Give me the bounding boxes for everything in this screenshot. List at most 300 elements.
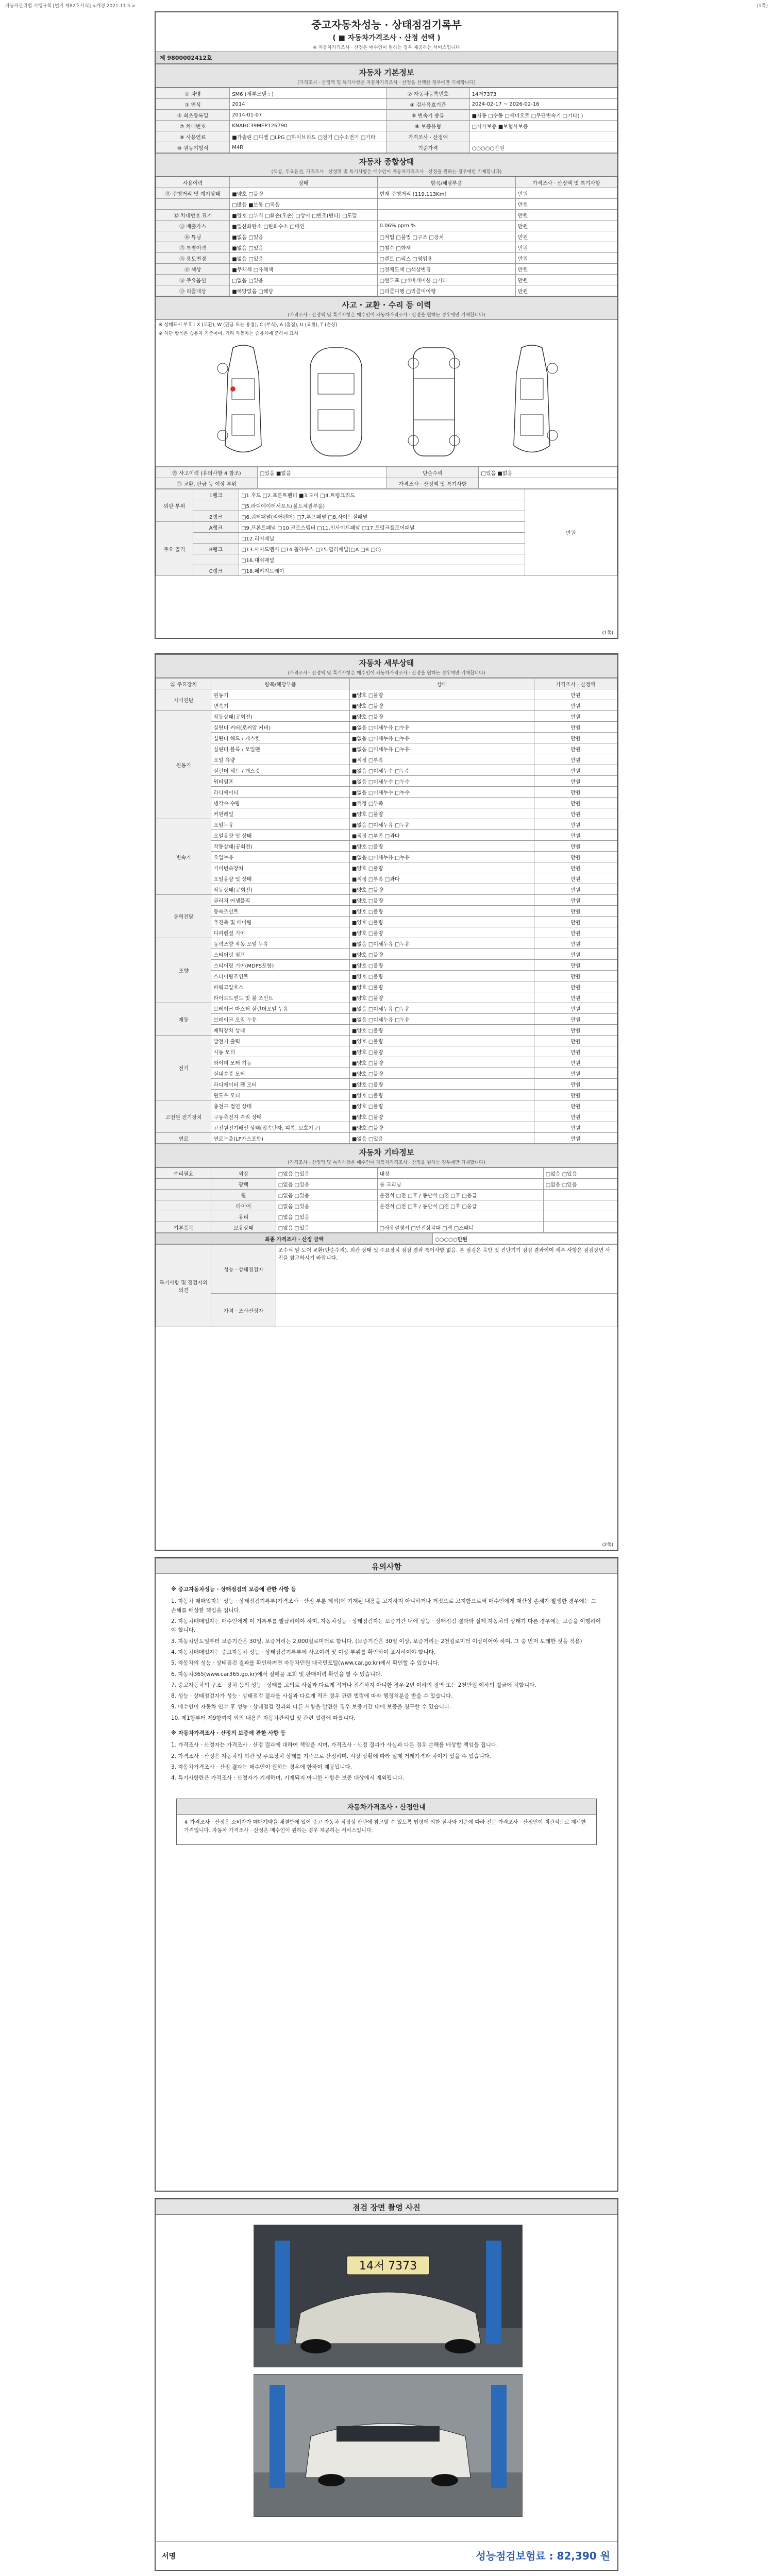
table-row	[156, 830, 617, 841]
table-header-row	[156, 679, 617, 689]
car-diagram-area	[156, 337, 617, 467]
summary-section-header	[156, 153, 617, 177]
device-group-label: 조향	[156, 938, 211, 1003]
table-row	[156, 798, 617, 808]
section-subtitle: (가격조사 · 산정액 및 특기사항은 매수인이 자동차가격조사 · 산정을 원하는 경우에만 기재합니다)	[288, 313, 485, 318]
part-label: 변속기	[211, 700, 350, 711]
item-state: ■없음 □있음	[230, 253, 377, 264]
car-top-view-diagram	[295, 343, 377, 461]
item-price: 만원	[516, 199, 617, 210]
form-header-bar	[5, 2, 768, 9]
rank-label: C랭크	[193, 565, 239, 576]
part-price: 만원	[534, 981, 617, 992]
part-label: 기어변속장치	[211, 862, 350, 873]
table-row	[156, 1014, 617, 1025]
value: ○○○○○만원	[469, 142, 617, 153]
item-state: ■해당없음 □해당	[230, 285, 377, 296]
group-label	[156, 1200, 211, 1211]
part-state: ■없음 □미세누유 □누유	[349, 819, 534, 830]
part-label: 냉각수 수량	[211, 798, 350, 808]
detail-table	[156, 678, 617, 1144]
item-price: 만원	[516, 285, 617, 296]
signature-label: 서명	[162, 2552, 176, 2561]
page-footer: (2쪽)	[602, 1543, 613, 1548]
part-state: ■양호 □불량	[349, 981, 534, 992]
item-label: 가격조사 · 산정액 및 특기사항	[386, 478, 479, 489]
photo-section-header	[156, 2199, 617, 2215]
value: KNAHC39MEP126790	[230, 121, 386, 131]
table-row	[156, 1100, 617, 1111]
part-label: 작동상태(공회전)	[211, 711, 350, 722]
item-detail: 룸 크리닝	[377, 1179, 543, 1190]
item-price: 만원	[516, 275, 617, 285]
part-state: ■없음 □미세누수 □누수	[349, 776, 534, 787]
table-row	[156, 1122, 617, 1133]
item-state: □없음 □있음	[543, 1168, 617, 1179]
part-state: ■양호 □불량	[349, 841, 534, 852]
final-price-table	[156, 1233, 617, 1244]
part-price: 만원	[534, 808, 617, 819]
summary-table	[156, 177, 617, 296]
inspection-photo-front	[254, 2225, 523, 2367]
column-header: 항목/해당부품	[377, 177, 516, 188]
item-detail: 현재 주행거리 [119,113Km]	[377, 188, 516, 199]
item-detail: □전체도색 □색상변경	[377, 264, 516, 275]
value: 2024-02-17 ~ 2026-02-16	[469, 99, 617, 110]
table-row	[156, 264, 617, 275]
damage-price: 만원	[525, 489, 617, 576]
part-price: 만원	[534, 884, 617, 895]
part-state: ■적정 □부족	[349, 754, 534, 765]
part-label: 오일유량 및 상태	[211, 830, 350, 841]
table-row	[156, 819, 617, 830]
part-state: ■양호 □불량	[349, 1057, 534, 1068]
label: ⑧ 보증유형	[386, 121, 469, 131]
part-label: 스티어링 기어(MDPS포함)	[211, 960, 350, 971]
table-row	[156, 700, 617, 711]
part-state: ■없음 □미세누유 □누유	[349, 1003, 534, 1014]
part-price: 만원	[534, 733, 617, 743]
page-1	[155, 11, 618, 639]
item-label: 단순수리	[386, 467, 479, 478]
column-header: 가격조사 · 산정액	[534, 679, 617, 689]
rank-parts: □12.리어패널	[239, 533, 525, 544]
part-label: 디퍼렌셜 기어	[211, 927, 350, 938]
table-row	[156, 121, 617, 131]
part-price: 만원	[534, 798, 617, 808]
inspection-photo-side	[254, 2374, 523, 2517]
group-label: 주요 골격	[156, 522, 193, 576]
part-price: 만원	[534, 1133, 617, 1144]
table-row	[156, 862, 617, 873]
table-row	[156, 88, 617, 99]
part-state: ■양호 □불량	[349, 1046, 534, 1057]
item-price: 만원	[516, 231, 617, 242]
part-price: 만원	[534, 819, 617, 830]
part-price: 만원	[534, 960, 617, 971]
opinion-label: 특기사항 및 점검자의 의견	[156, 1245, 211, 1327]
item-detail: □적법 □불법 □구조 □장치	[377, 231, 516, 242]
value: 2014	[230, 99, 386, 110]
table-row	[156, 711, 617, 722]
etc-table	[156, 1167, 617, 1233]
part-label: 워터펌프	[211, 776, 350, 787]
table-row	[156, 1168, 617, 1179]
part-price: 만원	[534, 754, 617, 765]
part-label: 실내송풍 모터	[211, 1068, 350, 1079]
part-state: ■양호 □불량	[349, 917, 534, 927]
form-legal-reference: 자동차관리법 시행규칙 [별지 제82호서식] <개정 2021.11.5.>	[5, 4, 136, 9]
part-state: ■양호 □불량	[349, 992, 534, 1003]
part-price: 만원	[534, 841, 617, 852]
item-state: □없음 □있음	[276, 1211, 377, 1222]
part-label: 동력조향 작동 오일 누유	[211, 938, 350, 949]
value: ■가솔린 □디젤 □LPG □하이브리드 □전기 □수소전기 □기타	[230, 131, 386, 142]
table-row	[156, 467, 617, 478]
notice-item: 8. 성능 · 상태점검자가 성능 · 상태점검 결과를 사실과 다르게 적은 경우 관련 법령에 따라 행정처분을 받을 수 있습니다.	[171, 1693, 453, 1700]
notice-heading: ※ 자동차가격조사 · 산정의 보증에 관한 사항 등	[171, 1730, 286, 1737]
table-row	[156, 873, 617, 884]
item-state: □없음 □있음	[230, 275, 377, 285]
device-group-label: 연료	[156, 1133, 211, 1144]
part-label: 실린더 헤드 / 개스킷	[211, 765, 350, 776]
table-row	[156, 1046, 617, 1057]
part-state: ■양호 □불량	[349, 711, 534, 722]
item-label	[156, 199, 230, 210]
section-title: 자동차 종합상태	[359, 157, 414, 166]
part-state: ■양호 □불량	[349, 960, 534, 971]
table-row	[156, 188, 617, 199]
part-label: 브레이크 마스터 실린더오일 누유	[211, 1003, 350, 1014]
item-price: 만원	[516, 242, 617, 253]
part-price: 만원	[534, 873, 617, 884]
column-header: 상태	[230, 177, 377, 188]
table-row	[156, 221, 617, 231]
item-state	[543, 1200, 617, 1211]
item-detail: 운전석 □전 □후 / 동반석 □전 □후 □응급	[377, 1190, 543, 1200]
signature-area	[156, 2541, 617, 2570]
car-frame-diagram	[393, 343, 475, 461]
item-state: ■일산화탄소 □탄화수소 □매연	[230, 221, 377, 231]
table-row	[156, 733, 617, 743]
table-row	[156, 971, 617, 981]
rank-parts: □6.쿼터패널(리어펜더) □7.루프패널 □8.사이드실패널	[239, 511, 525, 522]
rank-label	[193, 533, 239, 544]
table-row	[156, 199, 617, 210]
item-label: 유리	[211, 1211, 276, 1222]
part-state: ■없음 □미세누유 □누유	[349, 722, 534, 733]
part-label: 오일누유	[211, 819, 350, 830]
item-label: ⑭ 튜닝	[156, 231, 230, 242]
part-state: ■양호 □불량	[349, 1090, 534, 1100]
item-state: ■없음 □있음	[230, 242, 377, 253]
part-price: 만원	[534, 743, 617, 754]
part-price: 만원	[534, 906, 617, 917]
part-state: ■양호 □불량	[349, 808, 534, 819]
part-state: ■양호 □불량	[349, 1111, 534, 1122]
part-state: ■적정 □부족 □과다	[349, 830, 534, 841]
item-state	[257, 478, 386, 489]
label: 기준가격	[386, 142, 469, 153]
table-row	[156, 960, 617, 971]
table-row	[156, 1200, 617, 1211]
table-row	[156, 1190, 617, 1200]
item-label: ⑬ 배출가스	[156, 221, 230, 231]
table-row	[156, 992, 617, 1003]
part-label: 충전구 절연 상태	[211, 1100, 350, 1111]
table-row	[156, 142, 617, 153]
item-detail: 0.06% ppm %	[377, 221, 516, 231]
rank-label: B랭크	[193, 544, 239, 554]
label: ⑥ 변속기 종류	[386, 110, 469, 121]
table-row	[156, 1090, 617, 1100]
table-row	[156, 1036, 617, 1046]
page-number: (1쪽)	[757, 4, 768, 9]
part-label: 연료누출(LP가스포함)	[211, 1133, 350, 1144]
table-row	[156, 949, 617, 960]
device-group-label: 고전원 전기장치	[156, 1100, 211, 1133]
item-label: ⑱ 주요옵션	[156, 275, 230, 285]
item-state: ■양호 □불량	[230, 188, 377, 199]
notice-item: 5. 자동차의 성능 · 상태점검 결과를 확인하려면 자동차민원 대국민포털(www.car.go.kr)에서 확인할 수 있습니다.	[171, 1660, 440, 1667]
document-note: ※ 자동차가격조사 · 산정은 매수인이 원하는 경우 제공하는 서비스입니다	[313, 45, 460, 50]
part-price: 만원	[534, 1100, 617, 1111]
item-detail: □리콜이행 □리콜미이행	[377, 285, 516, 296]
rank-label: 1랭크	[193, 489, 239, 500]
table-row	[156, 1133, 617, 1144]
part-price: 만원	[534, 1003, 617, 1014]
part-label: 실린더 헤드 / 개스킷	[211, 733, 350, 743]
device-group-label: 원동기	[156, 711, 211, 819]
accident-table	[156, 467, 617, 489]
group-label	[156, 1211, 211, 1222]
item-detail: □렌트 □리스 □영업용	[377, 253, 516, 264]
detail-section-header	[156, 654, 617, 678]
part-state: ■양호 □불량	[349, 1100, 534, 1111]
page-2	[155, 653, 618, 1551]
notice-section-header	[156, 1558, 617, 1574]
part-label: 오일 유량	[211, 754, 350, 765]
table-row	[156, 1211, 617, 1222]
part-label: 실린더 블록 / 오일팬	[211, 743, 350, 754]
item-detail	[377, 199, 516, 210]
part-state: ■양호 □불량	[349, 862, 534, 873]
notice-item: 6. 자동차365(www.car365.go.kr)에서 실매물 조회 및 판매이력 확인을 할 수 있습니다.	[171, 1671, 382, 1677]
item-state: ■없음 □있음	[230, 231, 377, 242]
part-label: 스티어링 펌프	[211, 949, 350, 960]
part-price: 만원	[534, 1111, 617, 1122]
table-row	[156, 1111, 617, 1122]
item-state	[479, 478, 617, 489]
item-detail: □침수 □화재	[377, 242, 516, 253]
part-price: 만원	[534, 776, 617, 787]
part-label: 오일누유	[211, 852, 350, 862]
column-header: 항목/해당부품	[211, 679, 350, 689]
group-label: 외판 부위	[156, 489, 193, 522]
basic-info-table	[156, 88, 617, 153]
part-label: 라디에이터	[211, 787, 350, 798]
column-header: 사용이력	[156, 177, 230, 188]
item-label: ⑪ 주행거리 및 계기상태	[156, 188, 230, 199]
table-row	[156, 787, 617, 798]
notice-body	[156, 1574, 617, 1790]
part-price: 만원	[534, 830, 617, 841]
part-state: ■양호 □불량	[349, 1025, 534, 1036]
table-row	[156, 765, 617, 776]
part-price: 만원	[534, 1014, 617, 1025]
part-label: 실린더 커버(로커암 커버)	[211, 722, 350, 733]
table-row	[156, 285, 617, 296]
part-state: ■없음 □미세누유 □누유	[349, 733, 534, 743]
part-price: 만원	[534, 992, 617, 1003]
item-label: ㉑ 교환, 판금 등 이상 부위	[156, 478, 258, 489]
item-price: 만원	[516, 188, 617, 199]
item-label: 보유상태	[211, 1222, 276, 1233]
table-row	[156, 1068, 617, 1079]
part-state: ■양호 □불량	[349, 1068, 534, 1079]
rank-parts: □13.사이드멤버 □14.휠하우스 □15.필러패널(□A □B □C)	[239, 544, 525, 554]
table-row	[156, 1003, 617, 1014]
notice-item: 2. 가격조사 · 산정은 자동차의 외관 및 주요장치 상태를 기준으로 산정하며, 시장 상황에 따라 실제 거래가격과 차이가 있을 수 있습니다.	[171, 1753, 492, 1759]
device-group-label: 동력전달	[156, 895, 211, 938]
appraiser-label: 가격 · 조사산정자	[211, 1294, 276, 1327]
appraisal-guide-title: 자동차가격조사 · 산정안내	[177, 1799, 596, 1815]
item-state: □없음 □있음	[276, 1200, 377, 1211]
item-price: 만원	[516, 210, 617, 221]
appraiser-opinion	[276, 1294, 617, 1327]
group-label: 기본품목	[156, 1222, 211, 1233]
section-title: 자동차 기타정보	[359, 1148, 414, 1157]
column-header: 가격조사 · 산정액 및 특기사항	[516, 177, 617, 188]
table-row	[156, 938, 617, 949]
item-state: □없음 □있음	[276, 1168, 377, 1179]
part-label: 원동기	[211, 689, 350, 700]
status-legend: ※ 상태표시 부호 : X (교환), W (판금 또는 용접), C (부식), A (흠집), U (요철), T (손상)	[159, 323, 338, 328]
document-title: 중고자동차성능 · 상태점검기록부	[311, 19, 462, 31]
part-label: 스티어링조인트	[211, 971, 350, 981]
table-row	[156, 478, 617, 489]
rank-label	[193, 500, 239, 511]
part-price: 만원	[534, 1036, 617, 1046]
part-label: 클러치 어셈블리	[211, 895, 350, 906]
device-group-label: 자기진단	[156, 689, 211, 711]
part-state: ■없음 □미세누수 □누수	[349, 765, 534, 776]
table-row	[156, 275, 617, 285]
part-price: 만원	[534, 862, 617, 873]
part-price: 만원	[534, 765, 617, 776]
rank-parts: □16.대쉬패널	[239, 554, 525, 565]
detail-table-body	[156, 689, 617, 1144]
part-price: 만원	[534, 917, 617, 927]
part-state: ■적정 □부족 □과다	[349, 873, 534, 884]
label: ⑩ 원동기형식	[156, 142, 230, 153]
table-row	[156, 841, 617, 852]
part-state: ■적정 □부족	[349, 798, 534, 808]
rank-parts: □5.라디에이터서포트(볼트체결부품)	[239, 500, 525, 511]
notice-item: 10. 제1항부터 제9항까지 외의 내용은 자동차관리법 및 관련 법령에 따릅니다.	[171, 1715, 356, 1721]
part-state: ■양호 □불량	[349, 927, 534, 938]
table-header-row	[156, 177, 617, 188]
part-state: ■양호 □불량	[349, 949, 534, 960]
table-row	[156, 110, 617, 121]
item-state: □있음 ■없음	[257, 467, 386, 478]
item-state	[543, 1222, 617, 1233]
status-legend-note: ※ 하단 항목은 승용차 기준이며, 기타 자동차는 승용차에 준하여 표시	[159, 331, 298, 336]
notice-item: 4. 자동차매매업자는 중고자동차 성능 · 상태점검기록부에 사고이력 및 이상 부위를 확인하여 표시하여야 합니다.	[171, 1649, 436, 1655]
part-label: 작동상태(공회전)	[211, 884, 350, 895]
section-subtitle: (가격조사 · 산정액 및 특기사항은 매수인이 자동차가격조사 · 산정을 원하는 경우에만 기재합니다)	[288, 671, 485, 676]
part-price: 만원	[534, 700, 617, 711]
part-state: ■없음 □미세누유 □누유	[349, 852, 534, 862]
notice-item: 2. 자동차매매업자는 매수인에게 이 기록부를 발급하여야 하며, 자동차성능 · 상태점검자는 보증기간 내에 성능 · 상태점검 결과와 실제 자동차의 상태가 다른 경우에는 보증을 이행하여야 합니다.	[171, 1618, 601, 1634]
item-state	[543, 1211, 617, 1222]
item-price: 만원	[516, 221, 617, 231]
rank-parts: □9.프론트패널 □10.크로스멤버 □11.인사이드패널 □17.트렁크플로어패널	[239, 522, 525, 533]
section-title: 유의사항	[372, 1562, 401, 1571]
part-label: 브레이크 오일 누유	[211, 1014, 350, 1025]
part-label: 라디에이터 팬 모터	[211, 1079, 350, 1090]
device-group-label: 변속기	[156, 819, 211, 895]
part-label: 와이퍼 모터 기능	[211, 1057, 350, 1068]
table-row	[156, 927, 617, 938]
item-label: ⑮ 특별이력	[156, 242, 230, 253]
accident-section-header	[156, 296, 617, 320]
table-row	[156, 776, 617, 787]
inspector-opinion: 조수석 앞 도어 교환(단순수리). 외관 상태 및 주요장치 점검 결과 특이사항 없음. 본 점검은 육안 및 진단기기 점검 결과이며 세부 사항은 점검장면 사진을 참고하시기 바랍니다.	[276, 1245, 617, 1294]
part-state: ■없음 □있음	[349, 1133, 534, 1144]
value: M4R	[230, 142, 386, 153]
license-plate-text: 14저 7373	[359, 2260, 417, 2273]
item-state: □있음 ■없음	[479, 467, 617, 478]
part-price: 만원	[534, 1079, 617, 1090]
part-state: ■양호 □불량	[349, 700, 534, 711]
value: □자가보증 ■보험사보증	[469, 121, 617, 131]
part-price: 만원	[534, 852, 617, 862]
part-label: 시동 모터	[211, 1046, 350, 1057]
part-state: ■양호 □불량	[349, 906, 534, 917]
item-state: □많음 ■보통 □적음	[230, 199, 377, 210]
part-label: 오일유량 및 상태	[211, 873, 350, 884]
table-row	[156, 231, 617, 242]
part-price: 만원	[534, 895, 617, 906]
group-label	[156, 1190, 211, 1200]
item-detail: □썬루프 □네비게이션 □기타	[377, 275, 516, 285]
part-state: ■양호 □불량	[349, 1079, 534, 1090]
part-price: 만원	[534, 1068, 617, 1079]
appraisal-guide-text: ※ 가격조사 · 산정은 소비자가 매매계약을 체결함에 있어 중고 자동차 적정성 판단에 참고할 수 있도록 법령에 의한 절차와 기준에 따라 전문 가격조사 · 산정인이 객관적으로 제시한 가격입니다. 자동차 가격조사 · 산정은 매수인이 원하는 경우 제공하는 서비스입니다.	[184, 1819, 586, 1834]
damage-rank-table	[156, 489, 617, 576]
table-row	[156, 1079, 617, 1090]
table-row	[156, 1294, 617, 1327]
part-state: ■양호 □불량	[349, 1122, 534, 1133]
table-row	[156, 1025, 617, 1036]
part-label: 작동상태(공회전)	[211, 841, 350, 852]
rank-parts: □18.패키지트레이	[239, 565, 525, 576]
table-row	[156, 722, 617, 733]
notice-item: 1. 가격조사 · 산정자는 가격조사 · 산정 결과에 대하여 책임을 지며, 가격조사 · 산정 결과가 사실과 다른 경우 손해를 배상할 책임을 집니다.	[171, 1742, 498, 1749]
part-label: 커먼레일	[211, 808, 350, 819]
item-label: ⑲ 리콜대상	[156, 285, 230, 296]
table-row	[156, 981, 617, 992]
label: 가격조사 · 산정액	[386, 131, 469, 142]
part-label: 추진축 및 베어링	[211, 917, 350, 927]
part-price: 만원	[534, 949, 617, 960]
table-row	[156, 906, 617, 917]
notice-item: 3. 자동차가격조사 · 산정 결과는 매수인이 원하는 경우에 한하여 제공됩니다.	[171, 1764, 352, 1770]
label: ① 차명	[156, 88, 230, 99]
part-state: ■없음 □미세누유 □누유	[349, 1014, 534, 1025]
part-price: 만원	[534, 1122, 617, 1133]
